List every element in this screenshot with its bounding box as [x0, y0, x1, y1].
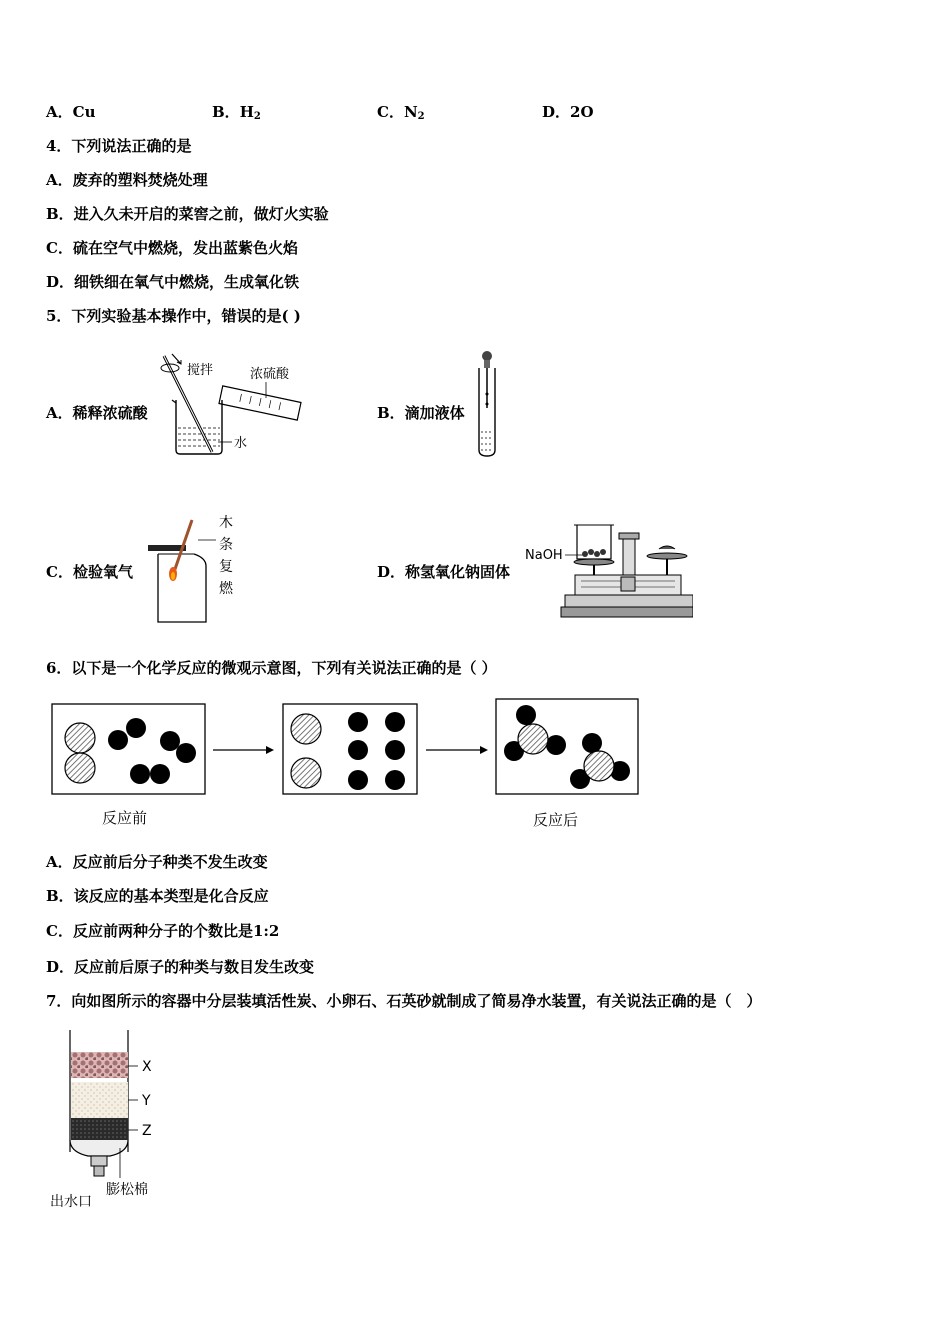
q6-option-d: D．反应前后原子的种类与数目发生改变 [46, 958, 315, 976]
q5-option-c: C．检验氧气 [46, 563, 133, 581]
cotton-label: 膨松棉 [106, 1182, 148, 1198]
q5-option-d: D．称氢氧化钠固体 [377, 563, 511, 581]
dropper-figure [470, 348, 504, 460]
before-label: 反应前 [102, 809, 148, 827]
splint-label-3: 复 [219, 559, 233, 575]
q3-option-b: B．$H_2$ [212, 103, 261, 122]
q4-stem: 4．下列说法正确的是 [46, 137, 192, 155]
oxygen-test-figure [144, 510, 244, 628]
outlet-label: 出水口 [50, 1194, 92, 1210]
q4-option-a: A．废弃的塑料焚烧处理 [46, 171, 208, 189]
q6-stem: 6．以下是一个化学反应的微观示意图，下列有关说法正确的是（ ） [46, 659, 497, 677]
q5-option-a: A．稀释浓硫酸 [46, 404, 148, 422]
naoh-label: NaOH [525, 548, 563, 563]
q4-option-d: D．细铁细在氧气中燃烧，生成氧化铁 [46, 273, 300, 291]
q3-option-c: C．$N_2$ [377, 103, 425, 122]
q3-option-a: A．Cu [46, 103, 96, 121]
q5-stem: 5．下列实验基本操作中，错误的是( ) [46, 307, 301, 325]
q5-option-b: B．滴加液体 [377, 404, 465, 422]
dilute-acid-figure [150, 348, 310, 460]
q3-option-d: D．2O [542, 103, 594, 121]
q6-option-b: B．该反应的基本类型是化合反应 [46, 887, 269, 905]
label-x: X [142, 1059, 152, 1075]
water-label: 水 [234, 436, 248, 451]
balance-figure [525, 515, 693, 627]
acid-label: 浓硫酸 [250, 367, 290, 382]
layer-y [71, 1082, 128, 1118]
q4-option-c: C．硫在空气中燃烧，发出蓝紫色火焰 [46, 239, 298, 257]
q6-option-c: C．反应前两种分子的个数比是1:2 [46, 922, 280, 940]
after-label: 反应后 [533, 811, 579, 829]
splint-label-4: 燃 [219, 581, 233, 597]
q6-option-a: A．反应前后分子种类不发生改变 [46, 853, 268, 871]
splint-label-2: 条 [219, 537, 233, 553]
stir-label: 搅拌 [187, 363, 214, 378]
q7-stem: 7．向如图所示的容器中分层装填活性炭、小卵石、石英砂就制成了简易净水装置，有关说法正确的是（ ） [46, 992, 762, 1010]
water-filter-figure [48, 1028, 178, 1214]
label-z: Z [142, 1123, 152, 1139]
reaction-diagram [50, 696, 650, 836]
label-y: Y [142, 1093, 151, 1109]
layer-x [71, 1052, 128, 1078]
q4-option-b: B．进入久未开启的菜窖之前，做灯火实验 [46, 205, 329, 223]
splint-label-1: 木 [219, 515, 233, 531]
layer-z [71, 1118, 128, 1140]
